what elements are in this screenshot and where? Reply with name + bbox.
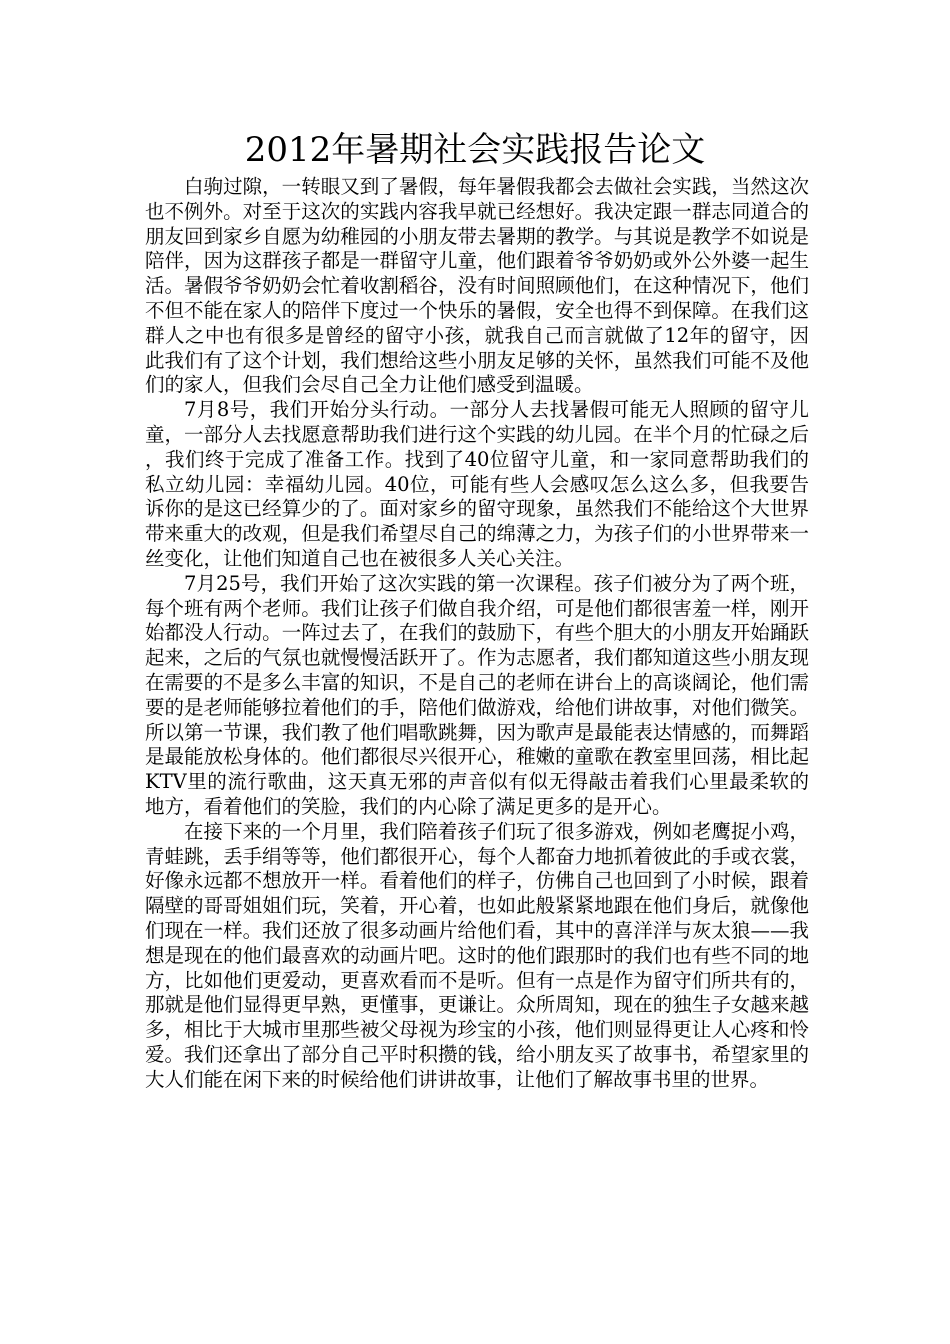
paragraph-2: 7月8号，我们开始分头行动。一部分人去找暑假可能无人照顾的留守儿童，一部分人去找愿意帮助我们进行这个实践的幼儿园。在半个月的忙碌之后，我们终于完成了准备工作。找到了40位留守儿童，和一家同意帮助我们的私立幼儿园：幸福幼儿园。40位，可能有些人会感叹怎么这么多，但我要告诉你的是这已经算少的了。面对家乡的留守现象，虽然我们不能给这个大世界带来重大的改观，但是我们希望尽自己的绵薄之力，为孩子们的小世界带来一丝变化，让他们知道自己也在被很多人关心关注。 [145,398,809,570]
document-title: 2012年暑期社会实践报告论文 [244,130,706,170]
paragraph-4: 在接下来的一个月里，我们陪着孩子们玩了很多游戏，例如老鹰捉小鸡，青蛙跳，丢手绢等等，他们都很开心，每个人都奋力地抓着彼此的手或衣裳，好像永远都不想放开一样。看着他们的样子，仿佛自己也回到了小时候，跟着隔壁的哥哥姐姐们玩，笑着，开心着，也如此般紧紧地跟在他们身后，就像他们现在一样。我们还放了很多动画片给他们看，其中的喜洋洋与灰太狼——我想是现在的他们最喜欢的动画片吧。这时的他们跟那时的我们也有些不同的地方，比如他们更爱动，更喜欢看而不是听。但有一点是作为留守们所共有的，那就是他们显得更早熟，更懂事，更谦让。众所周知，现在的独生子女越来越多，相比于大城市里那些被父母视为珍宝的小孩，他们则显得更让人心疼和怜爱。我们还拿出了部分自己平时积攒的钱，给小朋友买了故事书，希望家里的大人们能在闲下来的时候给他们讲讲故事，让他们了解故事书里的世界。 [145,819,809,1091]
paragraph-3: 7月25号，我们开始了这次实践的第一次课程。孩子们被分为了两个班，每个班有两个老师。我们让孩子们做自我介绍，可是他们都很害羞一样，刚开始都没人行动。一阵过去了，在我们的鼓励下，有些个胆大的小朋友开始踊跃起来，之后的气氛也就慢慢活跃开了。作为志愿者，我们都知道这些小朋友现在需要的不是多么丰富的知识，不是自己的老师在讲台上的高谈阔论，他们需要的是老师能够拉着他们的手，陪他们做游戏，给他们讲故事，对他们微笑。所以第一节课，我们教了他们唱歌跳舞，因为歌声是最能表达情感的，而舞蹈是最能放松身体的。他们都很尽兴很开心，稚嫩的童歌在教室里回荡，相比起KTV里的流行歌曲，这天真无邪的声音似有似无得敲击着我们心里最柔软的地方，看着他们的笑脸，我们的内心除了满足更多的是开心。 [145,571,809,818]
document-body [145,175,809,1092]
paragraph-1: 白驹过隙，一转眼又到了暑假，每年暑假我都会去做社会实践，当然这次也不例外。对至于这次的实践内容我早就已经想好。我决定跟一群志同道合的朋友回到家乡自愿为幼稚园的小朋友带去暑期的教学。与其说是教学不如说是陪伴，因为这群孩子都是一群留守儿童，他们跟着爷爷奶奶或外公外婆一起生活。暑假爷爷奶奶会忙着收割稻谷，没有时间照顾他们，在这种情况下，他们不但不能在家人的陪伴下度过一个快乐的暑假，安全也得不到保障。在我们这群人之中也有很多是曾经的留守小孩，就我自己而言就做了12年的留守，因此我们有了这个计划，我们想给这些小朋友足够的关怀，虽然我们可能不及他们的家人，但我们会尽自己全力让他们感受到温暖。 [145,175,809,397]
